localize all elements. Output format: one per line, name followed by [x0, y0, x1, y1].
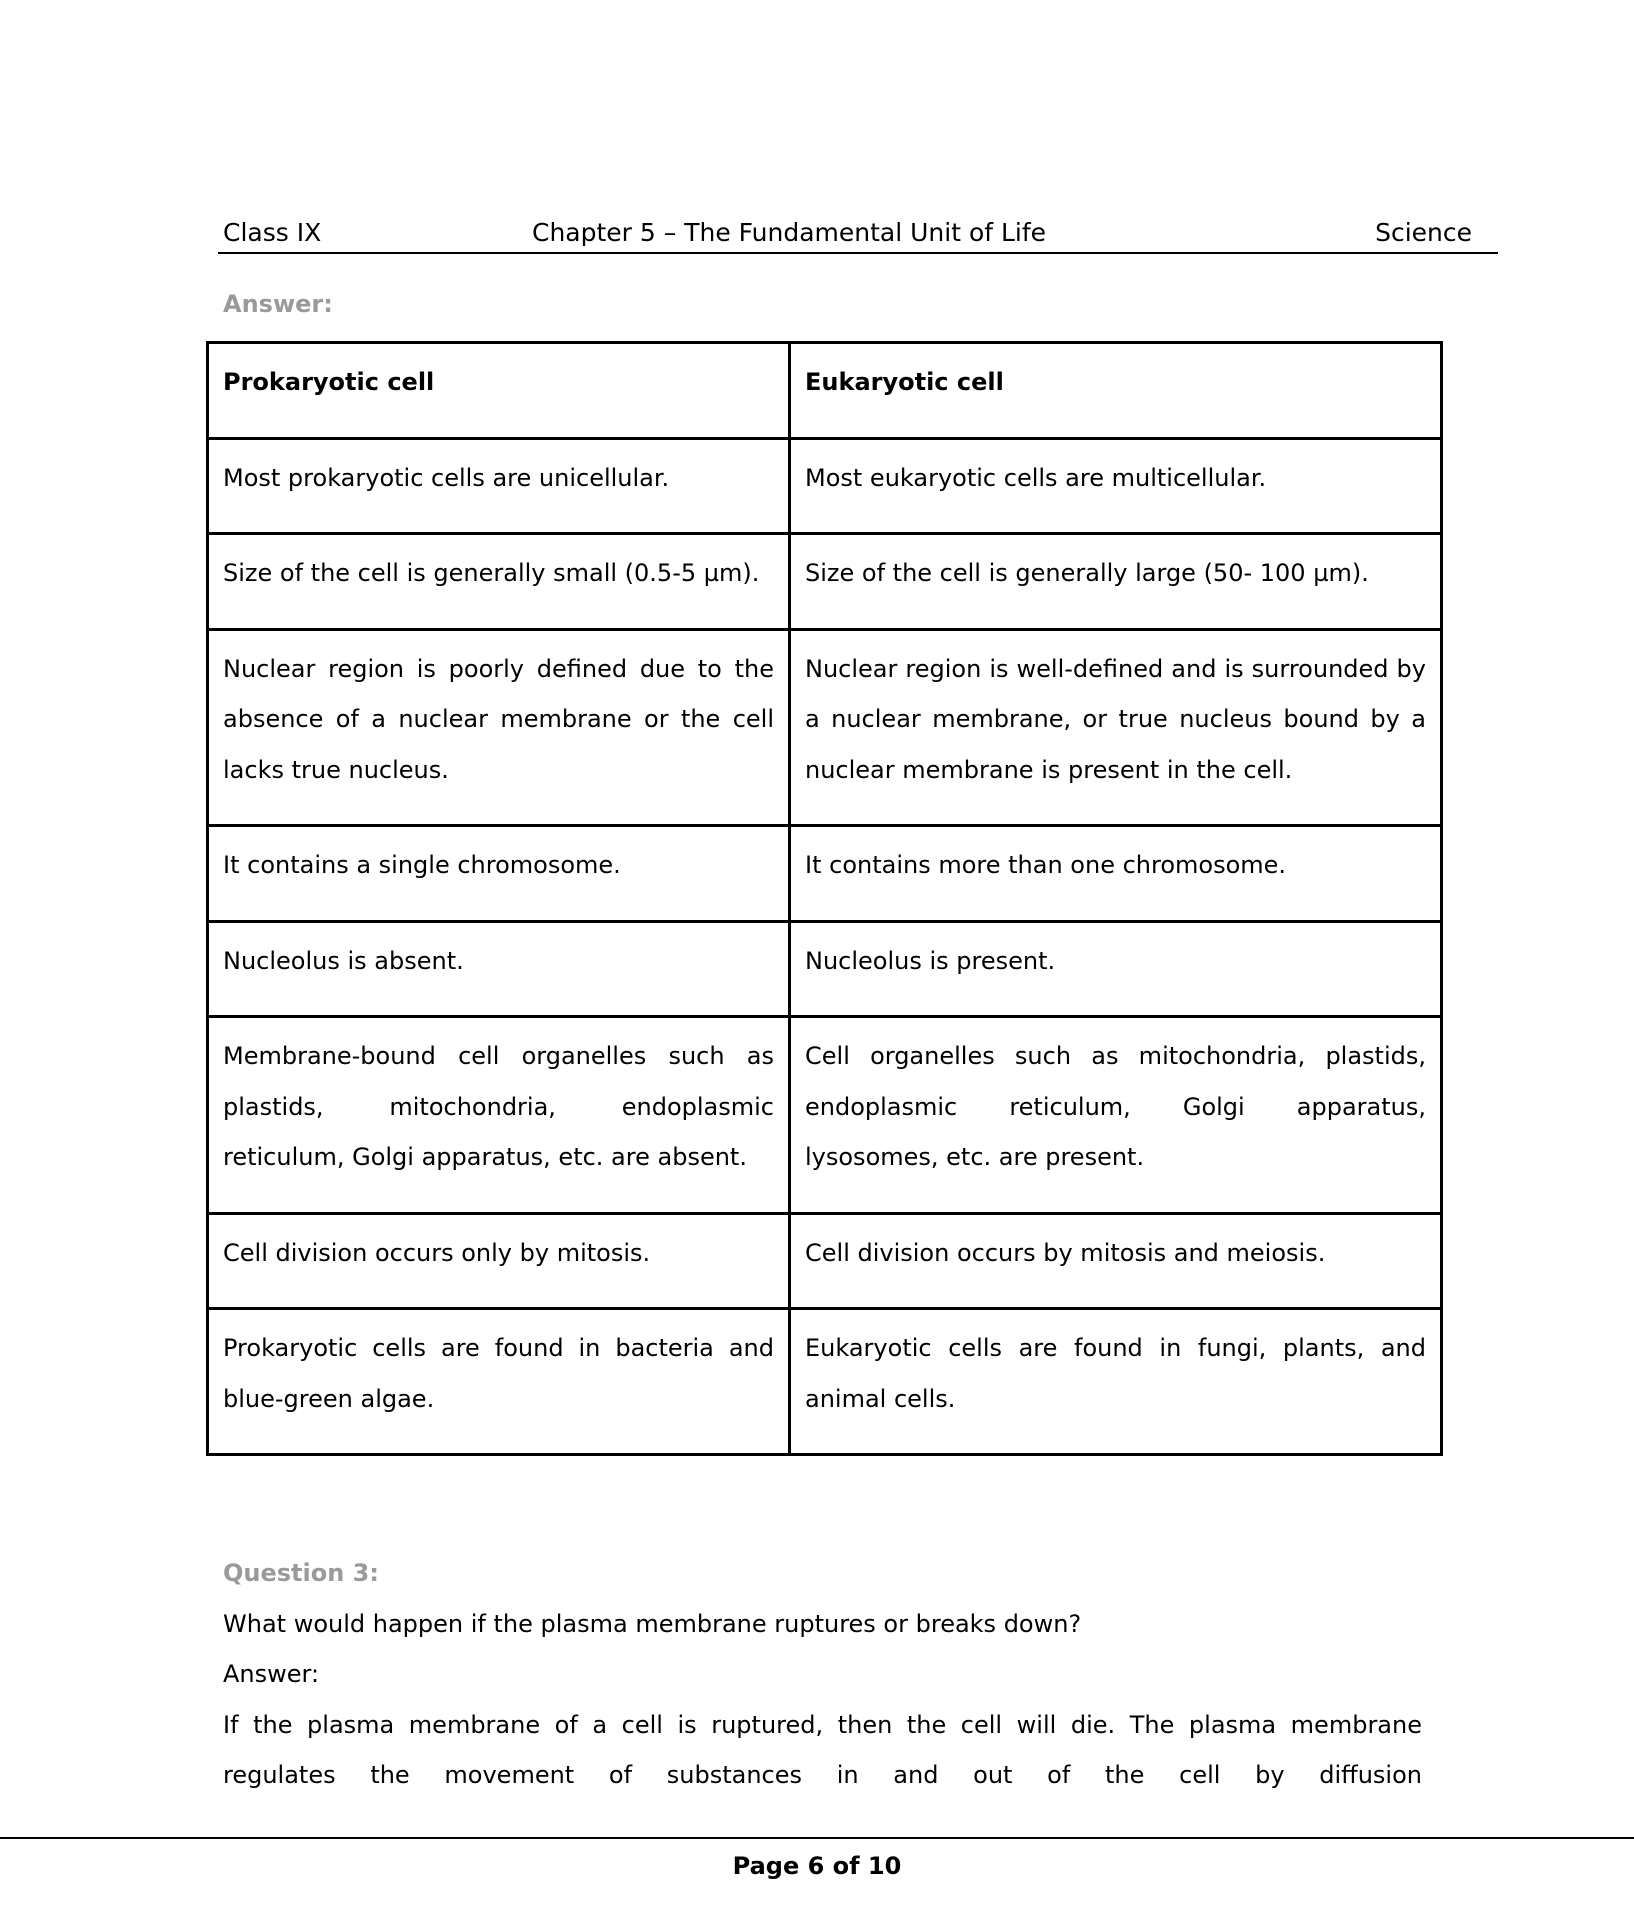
prokaryotic-cell-value: Nuclear region is poorly defined due to the absence of a nuclear membrane or the cell lacks true nucleus.	[208, 629, 790, 826]
header-class: Class IX	[223, 218, 322, 247]
eukaryotic-cell-value: Most eukaryotic cells are multicellular.	[790, 438, 1442, 534]
table-row	[208, 826, 1442, 922]
prokaryotic-cell-value: Most prokaryotic cells are unicellular.	[208, 438, 790, 534]
eukaryotic-cell-value: It contains more than one chromosome.	[790, 826, 1442, 922]
page-header	[218, 214, 1498, 254]
table-row	[208, 921, 1442, 1017]
question-text: What would happen if the plasma membrane ruptures or breaks down?	[223, 1609, 1082, 1638]
prokaryotic-cell-value: Cell division occurs only by mitosis.	[208, 1213, 790, 1309]
comparison-table	[206, 341, 1443, 1456]
column-header-eukaryotic: Eukaryotic cell	[790, 343, 1442, 439]
question-label: Question 3:	[223, 1559, 379, 1587]
prokaryotic-cell-value: Size of the cell is generally small (0.5-5 µm).	[208, 534, 790, 630]
eukaryotic-cell-value: Nucleolus is present.	[790, 921, 1442, 1017]
answer-text: If the plasma membrane of a cell is ruptured, then the cell will die. The plasma membrane regulates the movement of substances in and out of the cell by diffusion	[223, 1710, 1422, 1789]
eukaryotic-cell-value: Eukaryotic cells are found in fungi, plants, and animal cells.	[790, 1309, 1442, 1455]
table-row	[208, 629, 1442, 826]
table-row	[208, 1017, 1442, 1214]
header-chapter-title: Chapter 5 – The Fundamental Unit of Life	[532, 218, 1047, 247]
eukaryotic-cell-value: Nuclear region is well-defined and is surrounded by a nuclear membrane, or true nucleus bound by a nuclear membrane is present in the cell.	[790, 629, 1442, 826]
prokaryotic-cell-value: Nucleolus is absent.	[208, 921, 790, 1017]
header-subject: Science	[1375, 218, 1472, 247]
eukaryotic-cell-value: Cell organelles such as mitochondria, plastids, endoplasmic reticulum, Golgi apparatus, lysosomes, etc. are present.	[790, 1017, 1442, 1214]
column-header-prokaryotic: Prokaryotic cell	[208, 343, 790, 439]
prokaryotic-cell-value: It contains a single chromosome.	[208, 826, 790, 922]
table-row	[208, 1309, 1442, 1455]
page-number: Page 6 of 10	[732, 1852, 902, 1880]
eukaryotic-cell-value: Cell division occurs by mitosis and meiosis.	[790, 1213, 1442, 1309]
question-3-section	[223, 1548, 1422, 1801]
table-row	[208, 534, 1442, 630]
prokaryotic-cell-value: Membrane-bound cell organelles such as plastids, mitochondria, endoplasmic reticulum, Golgi apparatus, etc. are absent.	[208, 1017, 790, 1214]
table-row	[208, 438, 1442, 534]
prokaryotic-cell-value: Prokaryotic cells are found in bacteria and blue-green algae.	[208, 1309, 790, 1455]
table-header-row	[208, 343, 1442, 439]
footer-divider	[0, 1837, 1634, 1839]
answer-label: Answer:	[223, 290, 333, 318]
table-row	[208, 1213, 1442, 1309]
answer-heading: Answer:	[223, 1660, 320, 1688]
eukaryotic-cell-value: Size of the cell is generally large (50- 100 µm).	[790, 534, 1442, 630]
